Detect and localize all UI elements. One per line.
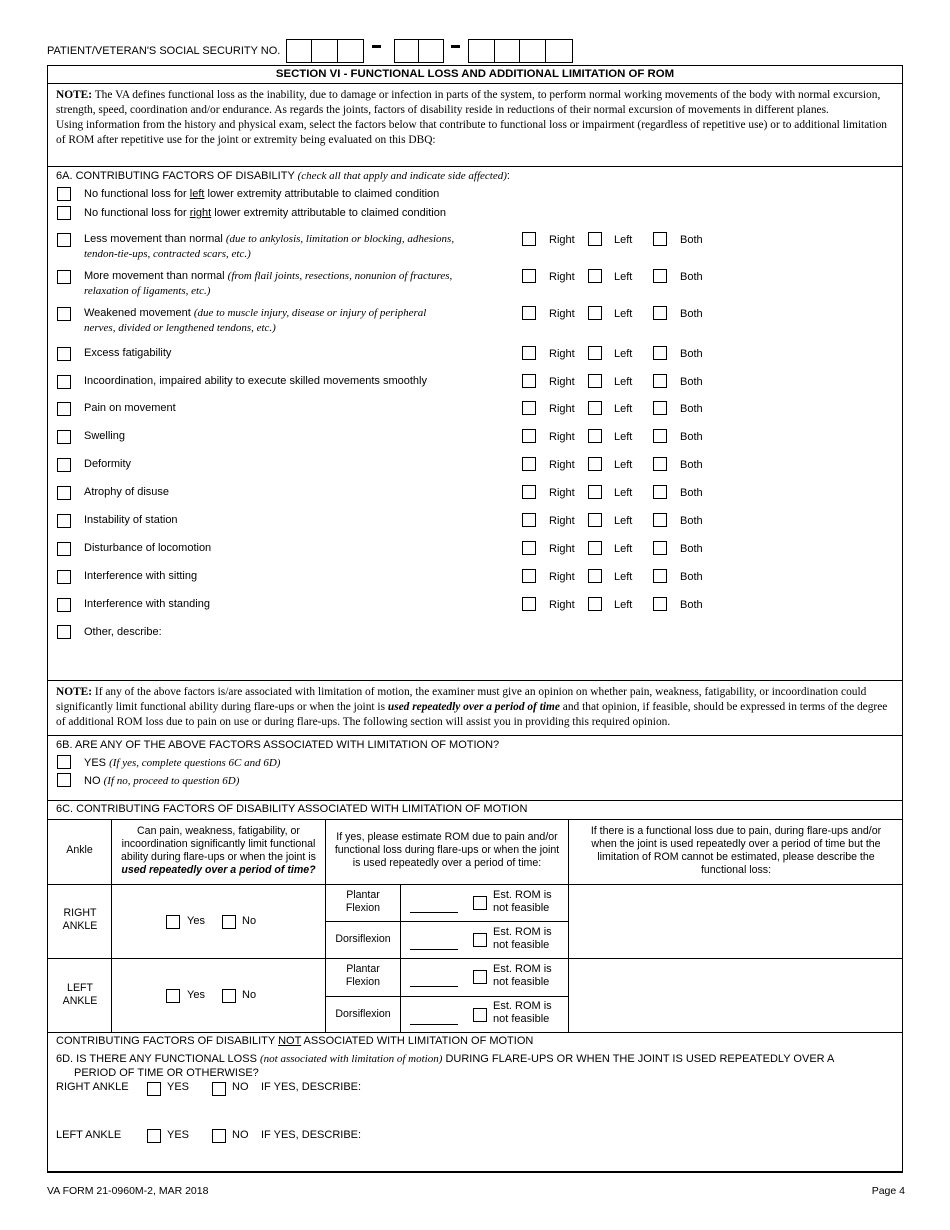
- side-both-label: Both: [680, 308, 703, 320]
- side-right-checkbox[interactable]: [522, 346, 536, 360]
- side-left-checkbox[interactable]: [588, 269, 602, 283]
- side-both-checkbox[interactable]: [653, 374, 667, 388]
- side-both-checkbox[interactable]: [653, 513, 667, 527]
- no-loss-left-label: No functional loss for left lower extremity attributable to claimed condition: [84, 188, 440, 200]
- left-dorsi-not-feasible-checkbox[interactable]: [473, 1008, 487, 1022]
- right-ankle-no-checkbox[interactable]: [222, 915, 236, 929]
- right-ankle-describe-field[interactable]: [569, 885, 902, 958]
- factor-checkbox[interactable]: [57, 402, 71, 416]
- ssn-dash: [451, 45, 460, 48]
- q6d-right-no-checkbox[interactable]: [212, 1082, 226, 1096]
- side-left-checkbox[interactable]: [588, 374, 602, 388]
- ssn-field-serial[interactable]: [468, 39, 573, 63]
- side-right-label: Right: [549, 271, 575, 283]
- side-left-label: Left: [614, 271, 633, 283]
- q6d-left-yes-label: YES: [167, 1129, 190, 1141]
- factor-checkbox[interactable]: [57, 347, 71, 361]
- no-loss-right-checkbox[interactable]: [57, 206, 71, 220]
- factor-label: Interference with standing: [84, 598, 210, 610]
- not-feasible-label: Est. ROM is not feasible: [493, 963, 552, 988]
- side-right-checkbox[interactable]: [522, 374, 536, 388]
- q6b-no-label: NO (If no, proceed to question 6D): [84, 775, 240, 787]
- side-right-label: Right: [549, 599, 575, 611]
- left-ankle-yes-checkbox[interactable]: [166, 989, 180, 1003]
- factor-label: Instability of station: [84, 514, 178, 526]
- right-ankle-label: RIGHT ANKLE: [62, 907, 98, 932]
- side-both-label: Both: [680, 571, 703, 583]
- side-both-label: Both: [680, 403, 703, 415]
- col-header-describe: If there is a functional loss due to pain, during flare-ups and/or when the joint is used repeatedly over a period of time but the limitation of ROM cannot be estimated, please describe the functional loss:: [590, 825, 882, 876]
- side-both-label: Both: [680, 459, 703, 471]
- side-right-checkbox[interactable]: [522, 569, 536, 583]
- no-loss-left-checkbox[interactable]: [57, 187, 71, 201]
- side-left-label: Left: [614, 515, 633, 527]
- side-right-label: Right: [549, 234, 575, 246]
- table-line: [325, 921, 568, 922]
- col-header-ankle: Ankle: [66, 844, 93, 856]
- q6d-title: 6D. IS THERE ANY FUNCTIONAL LOSS (not associated with limitation of motion) DURING FLARE-UPS OR WHEN THE JOINT IS USED REPEATEDLY OVER A PERIOD OF TIME OR OTHERWISE?: [56, 1053, 835, 1079]
- side-left-label: Left: [614, 234, 633, 246]
- side-both-label: Both: [680, 515, 703, 527]
- plantar-flexion-label: Plantar Flexion: [345, 889, 381, 914]
- side-left-label: Left: [614, 431, 633, 443]
- side-right-checkbox[interactable]: [522, 269, 536, 283]
- table-line: [325, 819, 326, 1032]
- side-right-checkbox[interactable]: [522, 513, 536, 527]
- side-right-label: Right: [549, 487, 575, 499]
- factor-label: Atrophy of disuse: [84, 486, 169, 498]
- q6b-yes-label: YES (If yes, complete questions 6C and 6D): [84, 757, 281, 769]
- q6d-right-yes-label: YES: [167, 1081, 190, 1093]
- q6d-left-yes-checkbox[interactable]: [147, 1129, 161, 1143]
- factor-label: Pain on movement: [84, 402, 176, 414]
- side-both-checkbox[interactable]: [653, 457, 667, 471]
- side-left-label: Left: [614, 571, 633, 583]
- section-title: SECTION VI - FUNCTIONAL LOSS AND ADDITIONAL LIMITATION OF ROM: [275, 68, 675, 80]
- side-left-checkbox[interactable]: [588, 232, 602, 246]
- q6a-title: 6A. CONTRIBUTING FACTORS OF DISABILITY (check all that apply and indicate side affected):: [56, 170, 510, 182]
- q6c-title: 6C. CONTRIBUTING FACTORS OF DISABILITY ASSOCIATED WITH LIMITATION OF MOTION: [56, 803, 528, 815]
- factor-label: Weakened movement (due to muscle injury, disease or injury of peripheral nerves, divided or lengthened tendons, etc.): [84, 307, 427, 334]
- right-dorsi-not-feasible-checkbox[interactable]: [473, 933, 487, 947]
- side-both-checkbox[interactable]: [653, 269, 667, 283]
- other-checkbox[interactable]: [57, 625, 71, 639]
- side-both-checkbox[interactable]: [653, 232, 667, 246]
- side-right-label: Right: [549, 308, 575, 320]
- factor-checkbox[interactable]: [57, 570, 71, 584]
- left-ankle-no-checkbox[interactable]: [222, 989, 236, 1003]
- q6b-no-checkbox[interactable]: [57, 773, 71, 787]
- left-ankle-describe-field[interactable]: [569, 959, 902, 1032]
- side-right-label: Right: [549, 431, 575, 443]
- side-right-checkbox[interactable]: [522, 485, 536, 499]
- dorsiflexion-label: Dorsiflexion: [335, 933, 391, 945]
- factor-checkbox[interactable]: [57, 458, 71, 472]
- side-right-label: Right: [549, 459, 575, 471]
- col-header-estimate: If yes, please estimate ROM due to pain and/or functional loss during flare-ups or when the joint is used repeatedly over a period of time:: [334, 831, 560, 869]
- side-both-checkbox[interactable]: [653, 346, 667, 360]
- side-left-label: Left: [614, 459, 633, 471]
- side-left-checkbox[interactable]: [588, 485, 602, 499]
- side-both-label: Both: [680, 487, 703, 499]
- side-left-label: Left: [614, 376, 633, 388]
- no-loss-right-label: No functional loss for right lower extremity attributable to claimed condition: [84, 207, 446, 219]
- left-plantar-not-feasible-checkbox[interactable]: [473, 970, 487, 984]
- factor-checkbox[interactable]: [57, 598, 71, 612]
- side-right-label: Right: [549, 515, 575, 527]
- ssn-label: PATIENT/VETERAN'S SOCIAL SECURITY NO.: [47, 45, 281, 57]
- ssn-field-area[interactable]: [286, 39, 364, 63]
- side-both-checkbox[interactable]: [653, 429, 667, 443]
- side-left-checkbox[interactable]: [588, 513, 602, 527]
- factor-checkbox[interactable]: [57, 307, 71, 321]
- side-left-label: Left: [614, 403, 633, 415]
- side-both-label: Both: [680, 431, 703, 443]
- factor-checkbox[interactable]: [57, 375, 71, 389]
- divider: [48, 83, 902, 84]
- side-right-label: Right: [549, 543, 575, 555]
- divider: [48, 819, 902, 820]
- side-both-label: Both: [680, 376, 703, 388]
- factor-checkbox[interactable]: [57, 233, 71, 247]
- right-ankle-yes-label: Yes: [187, 915, 205, 927]
- left-plantar-rom-field[interactable]: [410, 986, 458, 987]
- side-left-checkbox[interactable]: [588, 457, 602, 471]
- side-right-label: Right: [549, 571, 575, 583]
- factor-label: Excess fatigability: [84, 347, 172, 359]
- side-both-checkbox[interactable]: [653, 569, 667, 583]
- side-left-label: Left: [614, 308, 633, 320]
- side-left-label: Left: [614, 487, 633, 499]
- q6d-right-ankle-label: RIGHT ANKLE: [56, 1081, 129, 1093]
- side-right-checkbox[interactable]: [522, 401, 536, 415]
- side-left-label: Left: [614, 348, 633, 360]
- side-both-label: Both: [680, 599, 703, 611]
- q6d-right-describe-label: IF YES, DESCRIBE:: [261, 1081, 362, 1093]
- divider: [48, 166, 902, 167]
- factor-label: Swelling: [84, 430, 125, 442]
- left-ankle-yes-label: Yes: [187, 989, 205, 1001]
- other-label: Other, describe:: [84, 626, 162, 638]
- side-both-checkbox[interactable]: [653, 485, 667, 499]
- factor-label: Incoordination, impaired ability to execute skilled movements smoothly: [84, 375, 427, 387]
- factor-label: Less movement than normal (due to ankylosis, limitation or blocking, adhesions, tendon-tie-ups, contracted scars, etc.): [84, 233, 455, 260]
- q6d-left-describe-label: IF YES, DESCRIBE:: [261, 1129, 362, 1141]
- side-left-checkbox[interactable]: [588, 401, 602, 415]
- q6d-left-no-checkbox[interactable]: [212, 1129, 226, 1143]
- side-left-label: Left: [614, 543, 633, 555]
- side-left-checkbox[interactable]: [588, 306, 602, 320]
- factor-checkbox[interactable]: [57, 514, 71, 528]
- side-right-checkbox[interactable]: [522, 541, 536, 555]
- factor-checkbox[interactable]: [57, 270, 71, 284]
- divider: [48, 680, 902, 681]
- right-dorsi-rom-field[interactable]: [410, 949, 458, 950]
- factor-label: Deformity: [84, 458, 132, 470]
- ssn-field-group[interactable]: [394, 39, 444, 63]
- side-right-checkbox[interactable]: [522, 597, 536, 611]
- side-right-label: Right: [549, 348, 575, 360]
- note-flare-ups: NOTE: If any of the above factors is/are associated with limitation of motion, the examiner must give an opinion on whether pain, weakness, fatigability, or incoordination could significantly limit functional ability during flare-ups or when the joint is used repeatedly over a period of time and that opinion, if feasible, should be expressed in terms of the degree of additional ROM loss due to pain on use or during flare-ups. The following section will assist you in providing this required opinion.: [56, 686, 888, 728]
- side-both-label: Both: [680, 348, 703, 360]
- side-left-checkbox[interactable]: [588, 541, 602, 555]
- table-line: [325, 996, 568, 997]
- plantar-flexion-label: Plantar Flexion: [345, 963, 381, 988]
- q6d-left-ankle-label: LEFT ANKLE: [56, 1129, 122, 1141]
- divider: [48, 800, 902, 801]
- factor-label: More movement than normal (from flail joints, resections, nonunion of fractures, relaxation of ligaments, etc.): [84, 270, 453, 297]
- side-both-label: Both: [680, 271, 703, 283]
- q6b-yes-checkbox[interactable]: [57, 755, 71, 769]
- factor-label: Disturbance of locomotion: [84, 542, 212, 554]
- ssn-dash: [372, 45, 381, 48]
- factor-label: Interference with sitting: [84, 570, 198, 582]
- divider: [48, 735, 902, 736]
- side-right-label: Right: [549, 376, 575, 388]
- note-functional-loss: NOTE: The VA defines functional loss as the inability, due to damage or infection in parts of the system, to perform normal working movements of the body with normal excursion, strength, speed, coordination and/or endurance. As regards the joints, factors of disability reside in reductions of their normal excursion of movements in different planes. Using information from the history and physical exam, select the factors below that contribute to functional loss or impairment (regardless of repetitive use) or to additional limitation of ROM after repetitive use for the joint or extremity being evaluated on this DBQ:: [56, 89, 887, 146]
- right-ankle-no-label: No: [242, 915, 257, 927]
- form-id: VA FORM 21-0960M-2, MAR 2018: [47, 1185, 209, 1197]
- side-right-checkbox[interactable]: [522, 429, 536, 443]
- factor-checkbox[interactable]: [57, 486, 71, 500]
- side-both-checkbox[interactable]: [653, 541, 667, 555]
- side-both-checkbox[interactable]: [653, 401, 667, 415]
- side-right-checkbox[interactable]: [522, 232, 536, 246]
- not-feasible-label: Est. ROM is not feasible: [493, 926, 552, 951]
- side-left-checkbox[interactable]: [588, 429, 602, 443]
- factor-checkbox[interactable]: [57, 430, 71, 444]
- side-left-checkbox[interactable]: [588, 569, 602, 583]
- q6d-preface: CONTRIBUTING FACTORS OF DISABILITY NOT ASSOCIATED WITH LIMITATION OF MOTION: [56, 1035, 534, 1047]
- side-both-checkbox[interactable]: [653, 306, 667, 320]
- side-both-label: Both: [680, 234, 703, 246]
- factor-checkbox[interactable]: [57, 542, 71, 556]
- q6b-title: 6B. ARE ANY OF THE ABOVE FACTORS ASSOCIATED WITH LIMITATION OF MOTION?: [56, 739, 500, 751]
- q6d-left-no-label: NO: [232, 1129, 249, 1141]
- right-ankle-yes-checkbox[interactable]: [166, 915, 180, 929]
- q6d-right-yes-checkbox[interactable]: [147, 1082, 161, 1096]
- side-right-checkbox[interactable]: [522, 306, 536, 320]
- table-line: [111, 819, 112, 1032]
- not-feasible-label: Est. ROM is not feasible: [493, 889, 552, 914]
- side-both-checkbox[interactable]: [653, 597, 667, 611]
- page-number: Page 4: [871, 1185, 905, 1197]
- left-dorsi-rom-field[interactable]: [410, 1024, 458, 1025]
- side-left-label: Left: [614, 599, 633, 611]
- right-plantar-rom-field[interactable]: [410, 912, 458, 913]
- q6d-right-no-label: NO: [232, 1081, 249, 1093]
- dorsiflexion-label: Dorsiflexion: [335, 1008, 391, 1020]
- side-right-label: Right: [549, 403, 575, 415]
- side-both-label: Both: [680, 543, 703, 555]
- left-ankle-no-label: No: [242, 989, 257, 1001]
- col-header-limit: Can pain, weakness, fatigability, or incoordination significantly limit functional ability during flare-ups or when the joint is used repeatedly over a period of time?: [121, 825, 316, 876]
- side-right-checkbox[interactable]: [522, 457, 536, 471]
- table-line: [48, 1032, 902, 1033]
- right-plantar-not-feasible-checkbox[interactable]: [473, 896, 487, 910]
- not-feasible-label: Est. ROM is not feasible: [493, 1000, 552, 1025]
- left-ankle-label: LEFT ANKLE: [62, 982, 98, 1007]
- side-left-checkbox[interactable]: [588, 597, 602, 611]
- side-left-checkbox[interactable]: [588, 346, 602, 360]
